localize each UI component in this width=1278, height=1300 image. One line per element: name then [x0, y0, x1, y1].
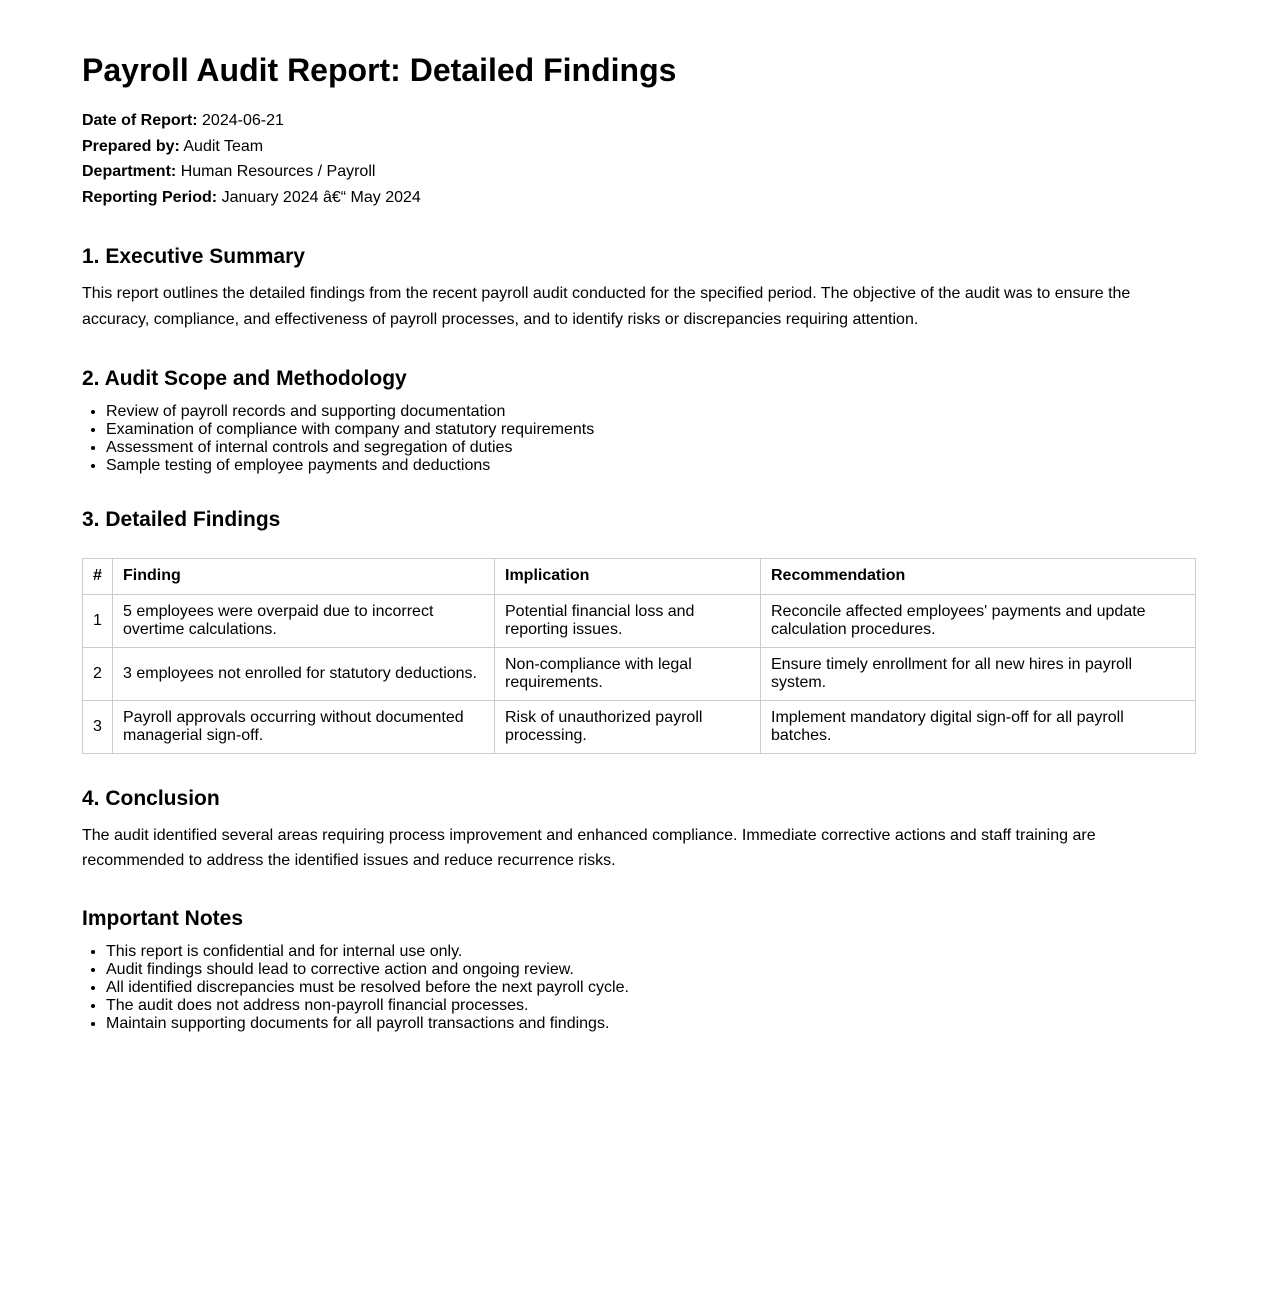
table-cell: 5 employees were overpaid due to incorrect overtime calculations. [113, 594, 495, 647]
conclusion-paragraph: The audit identified several areas requiring process improvement and enhanced compliance. Immediate corrective actions and staff training are recommended to address the identified issues and reduce recurrence risks. [82, 826, 1096, 870]
meta-label: Reporting Period: [82, 188, 218, 206]
column-header: # [83, 558, 113, 594]
meta-department [82, 159, 1196, 185]
meta-value: Human Resources / Payroll [180, 163, 376, 181]
table-cell: Implement mandatory digital sign-off for all payroll batches. [761, 700, 1196, 753]
table-cell: 3 [83, 700, 113, 753]
list-item: • Sample testing of employee payments and deductions [106, 457, 1196, 475]
scope-list [82, 403, 1196, 475]
list-item: • Maintain supporting documents for all payroll transactions and findings. [106, 1015, 1196, 1033]
list-item: • Audit findings should lead to corrective action and ongoing review. [106, 961, 1196, 979]
section-heading: Important Notes [82, 906, 244, 930]
table-cell: Risk of unauthorized payroll processing. [495, 700, 761, 753]
list-item: • Review of payroll records and supporting documentation [106, 403, 1196, 421]
summary-paragraph: This report outlines the detailed findings from the recent payroll audit conducted for the specified period. The objective of the audit was to ensure the accuracy, compliance, and effectiveness of payroll processes, and to identify risks or discrepancies requiring attention. [82, 285, 1131, 328]
notes-list [82, 943, 1196, 1033]
column-header: Finding [113, 558, 495, 594]
table-row [83, 594, 1196, 647]
meta-label: Department: [82, 163, 177, 181]
meta-value: January 2024 â€“ May 2024 [221, 188, 421, 206]
table-cell: Ensure timely enrollment for all new hires in payroll system. [761, 647, 1196, 700]
scope-section [82, 366, 1196, 475]
meta-prepared-by [82, 134, 1196, 160]
table-cell: 3 employees not enrolled for statutory deductions. [113, 647, 495, 700]
executive-summary-section [82, 244, 1196, 332]
table-cell: 1 [83, 594, 113, 647]
list-item: • The audit does not address non-payroll financial processes. [106, 997, 1196, 1015]
report-meta [82, 108, 1196, 210]
list-item: • Examination of compliance with company and statutory requirements [106, 421, 1196, 439]
meta-label: Date of Report: [82, 112, 198, 129]
findings-section [82, 507, 1196, 754]
list-item: • Assessment of internal controls and segregation of duties [106, 439, 1196, 457]
meta-label: Prepared by: [82, 137, 180, 155]
meta-value: 2024-06-21 [202, 112, 284, 129]
list-item: • All identified discrepancies must be resolved before the next payroll cycle. [106, 979, 1196, 997]
section-heading: 3. Detailed Findings [82, 507, 281, 531]
table-row [83, 700, 1196, 753]
column-header: Implication [495, 558, 761, 594]
section-heading: 2. Audit Scope and Methodology [82, 366, 407, 390]
report-title: Payroll Audit Report: Detailed Findings [82, 52, 677, 88]
meta-reporting-period [82, 185, 1196, 211]
list-item: • This report is confidential and for internal use only. [106, 943, 1196, 961]
table-cell: Payroll approvals occurring without documented managerial sign-off. [113, 700, 495, 753]
findings-table [82, 558, 1196, 754]
table-cell: Reconcile affected employees' payments and update calculation procedures. [761, 594, 1196, 647]
column-header: Recommendation [761, 558, 1196, 594]
conclusion-section [82, 786, 1196, 874]
table-cell: Potential financial loss and reporting issues. [495, 594, 761, 647]
table-cell: Non-compliance with legal requirements. [495, 647, 761, 700]
meta-date [82, 108, 1196, 134]
meta-value: Audit Team [183, 137, 264, 155]
section-heading: 1. Executive Summary [82, 245, 305, 269]
table-cell: 2 [83, 647, 113, 700]
report-page [82, 0, 1196, 1033]
section-heading: 4. Conclusion [82, 786, 220, 810]
table-header-row [83, 558, 1196, 594]
table-row [83, 647, 1196, 700]
important-notes-section [82, 906, 1196, 1033]
